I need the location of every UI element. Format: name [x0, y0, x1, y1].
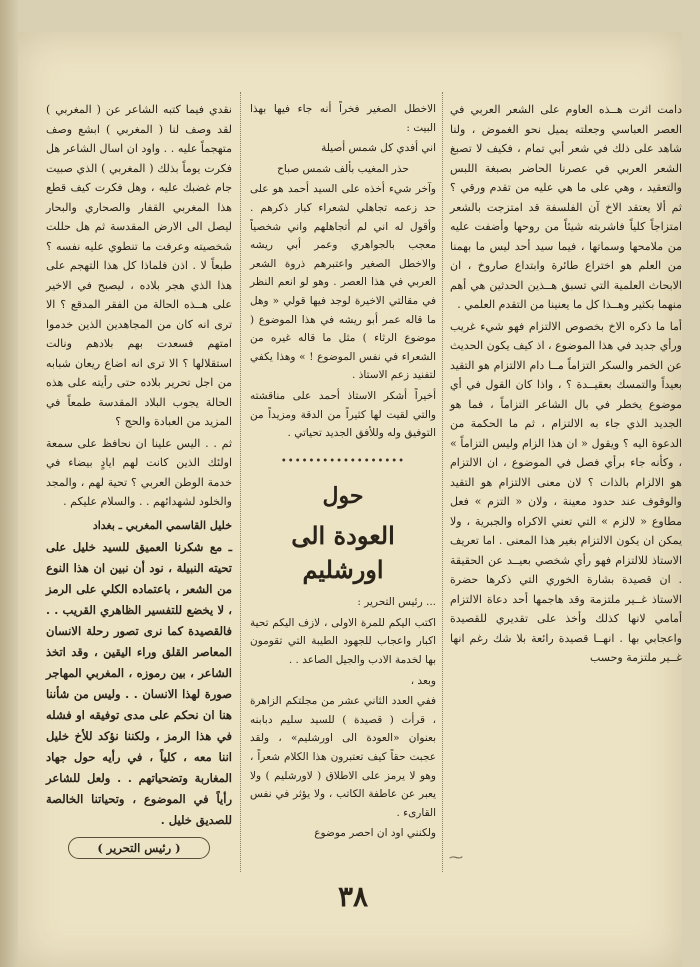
margin-mark: ⁓ [449, 850, 463, 866]
column-divider [240, 92, 241, 872]
paragraph: نقدي فيما كتبه الشاعر عن ( المغربي ) لقد وصف لنا ( المغربي ) ابشع وصف متهجماً عليه . . واود ان اسال الشاعر هل فكرت يوماً بذلك ( المغربي ) الذي صبيت جام غضبك عليه ، وهل فكرت كيف قطع هذا المغربي القفار والصحاري والبحار ليصل الى الارض المقدسة ثم هل حللت شخصيته وعرفت ما تنطوي عليه نفسه ؟ طبعاً لا . اذن فلماذا كل هذا التهجم على هذا الذي هجر بلاده ، ليصبح في الاخير على هــذه الحالة من الفقر المدقع ؟ الا ترى انه كان من المجاهدين الذين خدموا امتهم فسعدت بهم بلادهم ونالت استقلالها ؟ الا ترى انه اضاع ريعان شبابه من اجل تحرير بلاده حتى رأيته على هذه الحالة يجوب البلاد المقدسة طمعاً في المزيد من العبادة والحج ؟ [46, 103, 232, 428]
paragraph: ثم . . اليس علينا ان نحافظ على سمعة اولئك الذين كانت لهم ايادٍ بيضاء في خدمة الوطن العربي ؟ تحية لهم ، والمجد والخلود لشهدائهم . . والسلام عليكم . [46, 436, 232, 508]
paragraph: أما ما ذكره الاخ بخصوص الالتزام فهو شيء غريب ورأي جديد في هذا الموضوع ، اذ كيف يكون الحديث عن الخمر والسكر التزاماً مــا دام الالتزام هو التقيد بعيداً والتمسك بعقيــدة ؟ ، واذا كان القول في أي موضوع يخطر في بال الشاعر التزاماً ، فما هو الجديد الذي جاء به الالتزام ، ثم ما الحكمة من الدعوة اليه ؟ ويقول « ان هذا الزام وليس التزاماً » ، وكأنه جاء برأي فصل في الموضوع ، ان الالتزام هو الالزام بالذات ؟ لان معنى الالتزام هو التقيد والوقوف عند حدود معينة ، ولان « التزم » فعل مطاوع « لالزم » التي تعني الاكراه والجبرية ، ولا يمكن ان يكون الالتزام بغير هذا المعنى . اما تعريف الاستاذ للالتزام فهو رأي شخصي بعيــد عن الحقيقة . ان قصيدة بشارة الخوري التي ذكرها حضرة الاستاذ غــير ملتزمة وقد هاجمها أحد دعاة الالتزام أمامي لانها كذلك وأخذ على تقديري للقصيدة واعجابي بها . انهــا قصيدة رائعة بلا شك رغم انها غــير ملتزمة وحسب [450, 319, 682, 664]
section-divider: •••••••••••••••••• [280, 455, 406, 467]
paragraph: وآخر شيء أخذه على السيد أحمد هو على حد زعمه تجاهلي لشعراء كبار ذكرهم . وأقول له اني لم أتجاهلهم واني شخصياً معجب بالجواهري وعمر أبي ريشه والاخطل الصغير واعتبرهم ذروة الشعر العربي في هذا العصر . وهو لو انعم النظر في مقالتي الاخيرة لوجد فيها قولي « وهل ما قاله عمر أبو ريشه في هذا الموضوع ( موضوع الرثاء ) مثل ما قاله غيره من الشعراء في نفس الموضوع ! » وهذا يكفي لتفنيد زعم الاستاذ . [250, 183, 436, 382]
paragraph: اكتب اليكم للمرة الاولى ، لازف اليكم تحية اكبار واعجاب للجهود الطيبة التي تقومون بها لخدمة الادب والجيل الصاعد . . [250, 616, 436, 667]
middle-column [250, 100, 436, 845]
editor-reply: ـ مع شكرنا العميق للسيد خليل على تحيته النبيلة ، نود أن نبين ان هذا النوع من الشعر ، باعتماده الكلي على الرمز ، لا يخضع للتفسير الظاهري القريب . . فالقصيدة كما نرى تصور رحلة الانسان المعاصر القلق وراء اليقين ، وقد اتخذ الشاعر ، بين رموزه ، المغربي المهاجر صورة لهذا الانسان . . وليس من شأننا هنا ان نحكم على مدى توفيقه او فشله في هذا الرمز ، ولكننا نؤكد للأخ خليل اننا معه ، كلياً ، في رأيه حول جهاد المغاربة وتضحياتهم . . ولعل للشاعر رأياً في الموضوع ، وتحياتنا الخالصة للصديق خليل . [46, 540, 232, 827]
verse-line: اني أفدي كل شمس أصيلة [321, 142, 436, 155]
article-title-line1: حول [322, 483, 364, 510]
right-column [450, 100, 682, 670]
page-number: ٣٨ [337, 880, 369, 913]
magazine-page [18, 32, 682, 967]
left-column [46, 100, 232, 859]
paragraph: دامت اثرت هــذه العاوم على الشعر العربي في العصر العباسي وجعلته يميل نحو الغموض ، ولنا شاهد على ذلك في شعر أبي تمام ، فكيف لا تصبغ الشعر العربي في عصرنا الحاضر بصبغة اللبس والتعقيد ، وهي على ما هي عليه من تقدم ورقي ؟ ثم ألا يعتقد الاخ آن الفلسفة قد امتزجت بالشعر امتزاجاً كلياً فاشربته شيئاً من روحها وأضفت عليه من ملامحها وسماتها ، فيما سيد أحد ليس ما بهمنا من العلم هو اختراع طائرة وابتداع صاروخ ، ان الابحاث العلمية التي تسبق هــذين الحدثين هي أهم منهما بكثير وهــذا كل ما يعنينا من التقدم العلمي . [450, 103, 682, 311]
paragraph: أخيراً أشكر الاستاذ أحمد على مناقشته والتي لقيت لها كثيراً من الدقة ومزيداً من التوفيق وله وللأفق الجديد تحياتي . [250, 389, 436, 440]
letter-signature: خليل القاسمي المغربي ـ بغداد [92, 518, 232, 532]
article-title-line2: العودة الى اورشليم [291, 521, 395, 585]
paragraph: وبعد ، [410, 674, 436, 687]
salutation: ... رئيس التحرير : [357, 596, 436, 609]
verse-line: حذر المغيب بألف شمس صباح [277, 162, 409, 175]
paragraph: ففي العدد الثاني عشر من مجلتكم الزاهرة ، قرأت ( قصيدة ) للسيد سليم دبابنه بعنوان «العودة الى اورشليم» ، ولقد عجبت حقاً كيف تعتبرون هذا الكلام شعراً ، وهو لا يرمز على الاطلاق ( لاورشليم ) ولا يعبر عن عاطفة الكاتب ، ولا يؤثر في نفس القارىء . [250, 695, 436, 819]
paragraph: ولكنني اود ان احصر موضوع [314, 827, 436, 840]
book-spine [0, 0, 18, 967]
paragraph: الاخطل الصغير فخراً أنه جاء فيها بهذا البيت : [250, 103, 436, 134]
editor-signature: ( رئيس التحرير ) [68, 837, 210, 859]
column-divider [442, 92, 443, 872]
